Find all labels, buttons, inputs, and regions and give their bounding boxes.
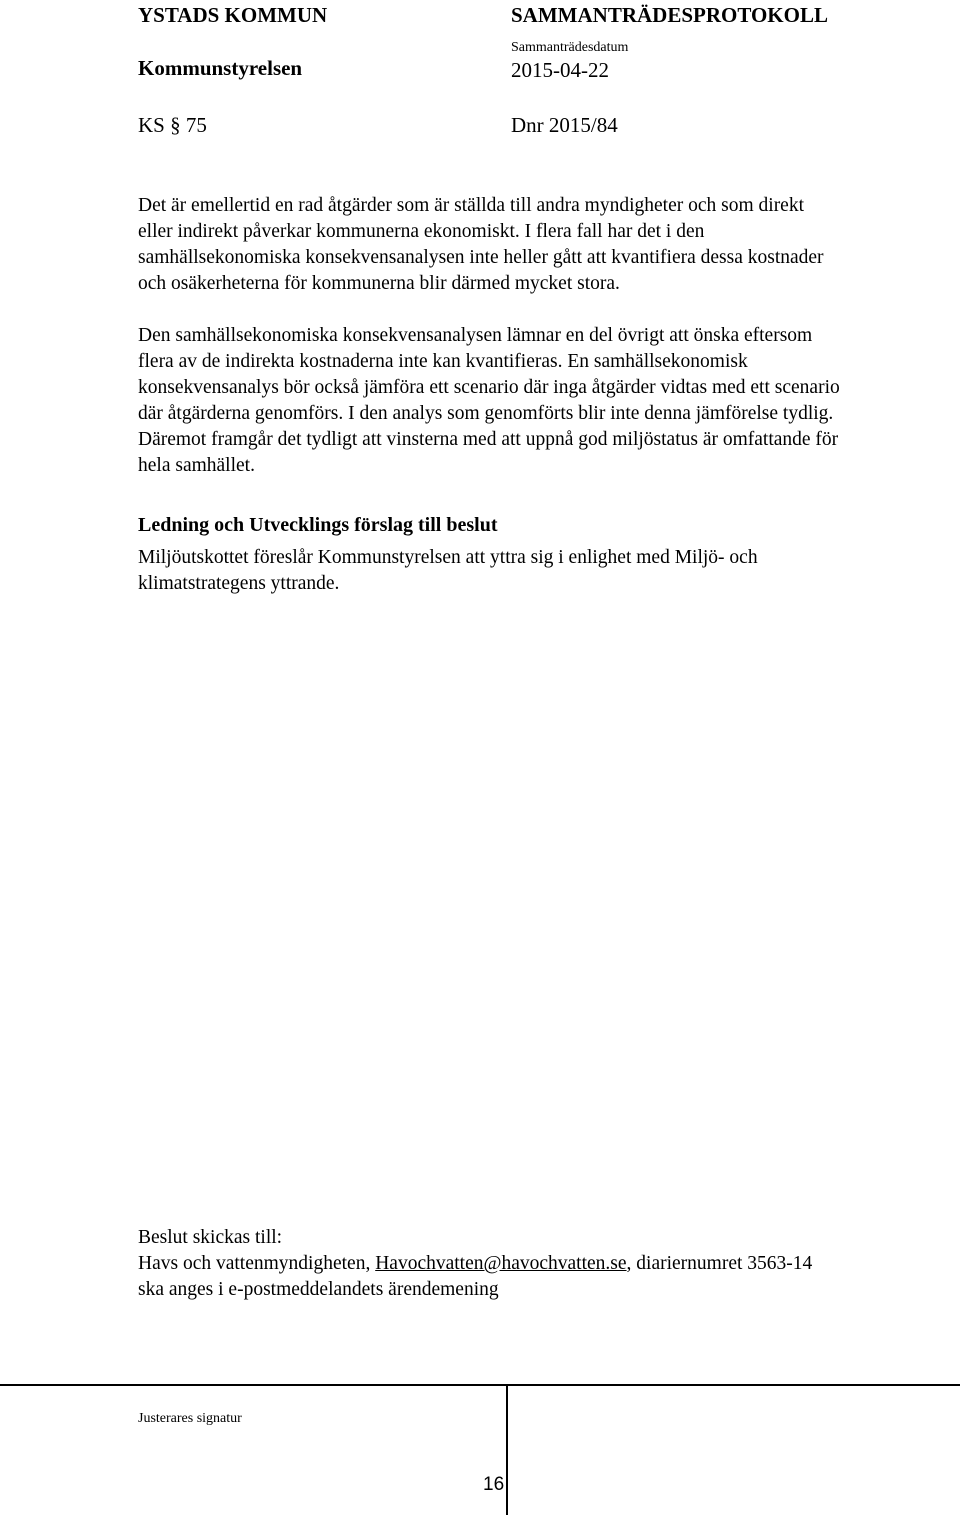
org-name: YSTADS KOMMUN (138, 3, 328, 27)
footer-vertical-divider (506, 1386, 508, 1515)
text-line: ska anges i e-postmeddelandets ärendemening (138, 1279, 499, 1300)
text-line: Den samhällsekonomiska konsekvensanalysen lämnar en del övrigt att önska eftersom (138, 325, 813, 346)
decision-label: Beslut skickas till: (138, 1227, 283, 1248)
text-line: Miljöutskottet föreslår Kommunstyrelsen att yttra sig i enlighet med Miljö- och (138, 547, 758, 568)
footer-divider (0, 1384, 960, 1386)
email-link[interactable]: Havochvatten@havochvatten.se (375, 1253, 627, 1274)
paragraph-2 (138, 323, 958, 479)
paragraph-1 (138, 193, 958, 297)
text-line: hela samhället. (138, 455, 255, 476)
text-line: flera av de indirekta kostnaderna inte kan kvantifieras. En samhällsekonomisk (138, 351, 748, 372)
page-number: 16 (483, 1474, 505, 1495)
text-line: och osäkerheterna för kommunerna blir därmed mycket stora. (138, 273, 620, 294)
recipient-suffix: , diariernumret 3563-14 (626, 1253, 813, 1274)
decision-block (138, 1225, 958, 1303)
diary-number: Dnr 2015/84 (511, 113, 618, 137)
proposal-text (138, 545, 958, 597)
text-line: eller indirekt påverkar kommunerna ekonomiskt. I flera fall har det i den (138, 221, 705, 242)
meeting-date: 2015-04-22 (511, 58, 609, 82)
text-line: där åtgärderna genomförs. I den analys som genomförts blir inte denna jämförelse tydlig. (138, 403, 834, 424)
recipient-line (138, 1251, 958, 1277)
text-line: Däremot framgår det tydligt att vinsterna med att uppnå god miljöstatus är omfattande för (138, 429, 839, 450)
proposal-heading: Ledning och Utvecklings förslag till beslut (138, 514, 498, 536)
text-line: konsekvensanalys bör också jämföra ett scenario där inga åtgärder vidtas med ett scenario (138, 377, 840, 398)
committee-name: Kommunstyrelsen (138, 56, 303, 80)
signature-label: Justerares signatur (138, 1411, 242, 1426)
recipient-prefix: Havs och vattenmyndigheten, (138, 1253, 376, 1274)
section-number: KS § 75 (138, 113, 207, 137)
text-line: klimatstrategens yttrande. (138, 573, 340, 594)
meeting-date-label: Sammanträdesdatum (511, 40, 629, 55)
text-line: samhällsekonomiska konsekvensanalysen inte heller gått att kvantifiera dessa kostnader (138, 247, 824, 268)
document-type: SAMMANTRÄDESPROTOKOLL (511, 3, 828, 27)
text-line: Det är emellertid en rad åtgärder som är ställda till andra myndigheter och som direkt (138, 195, 805, 216)
